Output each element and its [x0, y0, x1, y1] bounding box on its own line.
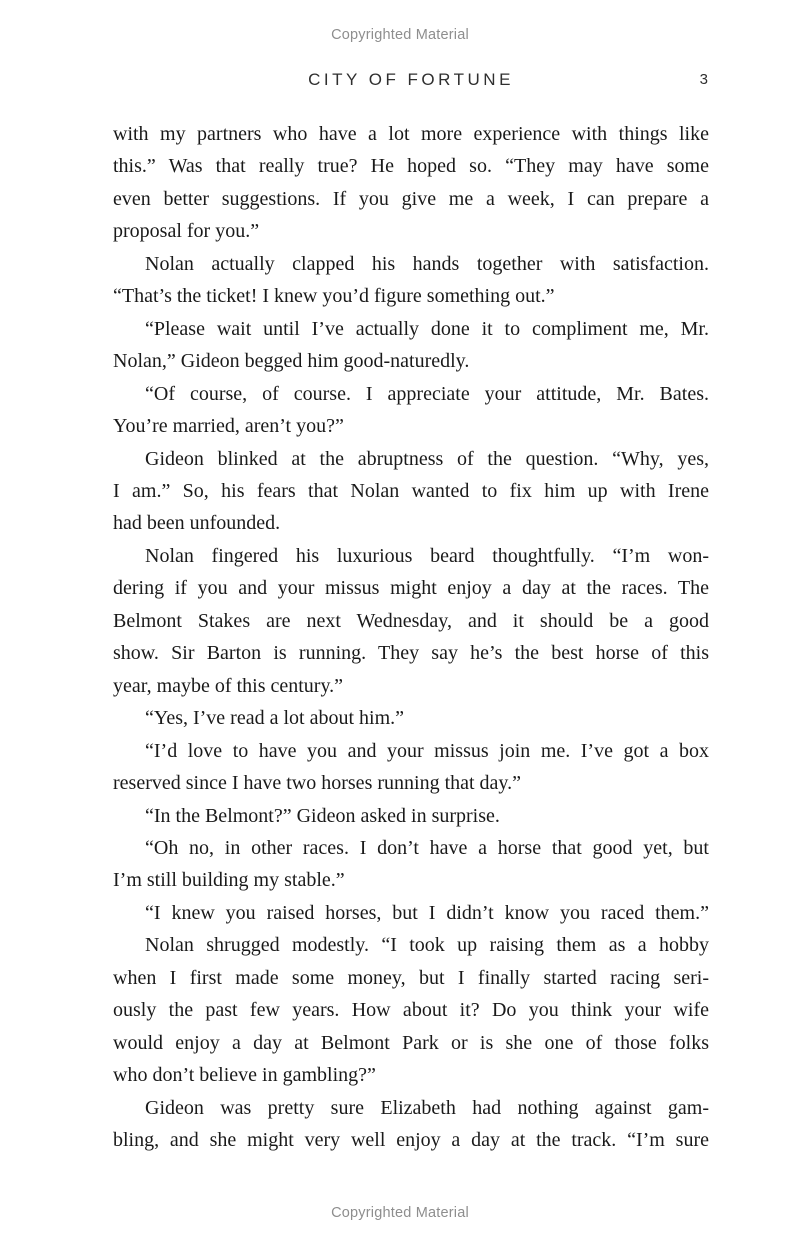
text-line: Gideon was pretty sure Elizabeth had nothing against gam- — [145, 1096, 709, 1119]
text-line: dering if you and your missus might enjoy a day at the races. The — [113, 577, 709, 600]
body-text — [113, 118, 709, 1157]
text-line: “In the Belmont?” Gideon asked in surprise. — [145, 804, 500, 827]
copyright-notice-top: Copyrighted Material — [331, 27, 469, 43]
text-line: “I knew you raised horses, but I didn’t know you raced them.” — [145, 901, 709, 924]
text-line: Nolan actually clapped his hands together with satisfaction. — [145, 252, 709, 275]
text-line: Gideon blinked at the abruptness of the question. “Why, yes, — [145, 447, 709, 470]
text-line: “Please wait until I’ve actually done it to compliment me, Mr. — [145, 317, 709, 340]
text-line: who don’t believe in gambling?” — [113, 1064, 376, 1087]
text-line: reserved since I have two horses running that day.” — [113, 772, 522, 795]
page-number: 3 — [699, 71, 709, 88]
text-line: “That’s the ticket! I knew you’d figure something out.” — [113, 285, 555, 308]
text-line: “Yes, I’ve read a lot about him.” — [145, 707, 405, 730]
text-line: “Of course, of course. I appreciate your attitude, Mr. Bates. — [145, 382, 709, 405]
text-line: You’re married, aren’t you?” — [113, 415, 344, 438]
text-line: ously the past few years. How about it? Do you think your wife — [113, 999, 709, 1022]
text-line: show. Sir Barton is running. They say he’s the best horse of this — [113, 642, 709, 665]
text-line: this.” Was that really true? He hoped so. “They may have some — [113, 155, 709, 178]
copyright-notice-bottom: Copyrighted Material — [331, 1205, 469, 1221]
text-line: year, maybe of this century.” — [113, 674, 344, 697]
text-line: Nolan,” Gideon begged him good-naturedly. — [113, 350, 470, 373]
book-title-header: CITY OF FORTUNE — [308, 70, 514, 89]
text-line: even better suggestions. If you give me a week, I can prepare a — [113, 187, 709, 210]
running-header — [113, 70, 709, 90]
text-line: would enjoy a day at Belmont Park or is she one of those folks — [113, 1031, 709, 1054]
text-line: I’m still building my stable.” — [113, 869, 345, 892]
text-line: bling, and she might very well enjoy a day at the track. “I’m sure — [113, 1129, 709, 1152]
text-line: Belmont Stakes are next Wednesday, and it should be a good — [113, 609, 709, 632]
text-line: proposal for you.” — [113, 220, 260, 243]
text-line: Nolan fingered his luxurious beard thoughtfully. “I’m won- — [145, 544, 709, 567]
text-line: with my partners who have a lot more experience with things like — [113, 123, 709, 145]
text-line: Nolan shrugged modestly. “I took up raising them as a hobby — [145, 934, 709, 957]
text-line: I am.” So, his fears that Nolan wanted to fix him up with Irene — [113, 479, 709, 502]
text-line: when I first made some money, but I finally started racing seri- — [113, 966, 709, 989]
text-line: “Oh no, in other races. I don’t have a horse that good yet, but — [145, 836, 709, 859]
text-line: had been unfounded. — [113, 512, 281, 535]
text-line: “I’d love to have you and your missus join me. I’ve got a box — [145, 739, 709, 762]
